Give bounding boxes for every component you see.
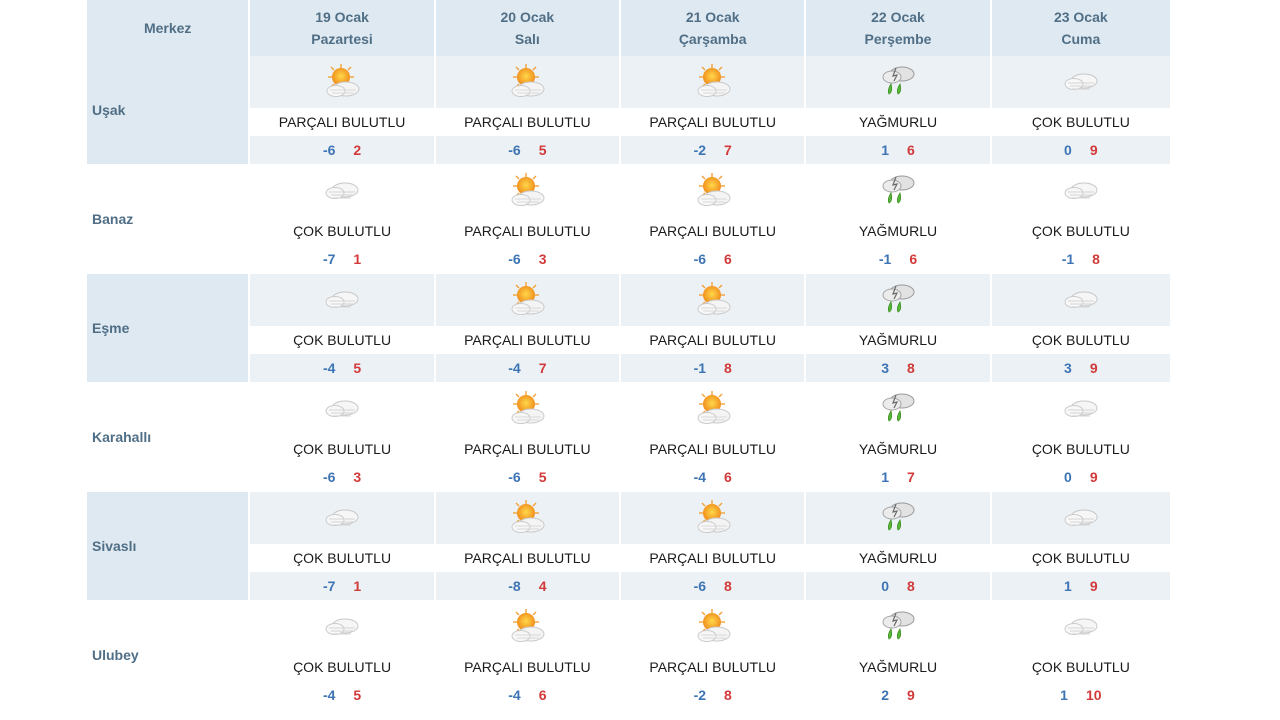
location-row [87,492,1170,600]
max-temp: 6 [724,251,732,267]
temperature-range [250,463,433,491]
min-temp: -6 [508,251,521,267]
temperature-range [250,354,433,382]
condition-label: PARÇALI BULUTLU [436,108,619,136]
temperature-range [436,136,619,164]
temperature-range [436,572,619,600]
forecast-cell [250,274,433,382]
max-temp: 9 [1089,578,1098,594]
icon-area [436,601,619,653]
temperature-range [992,136,1170,164]
icon-area [992,383,1170,435]
cloudy-icon [1059,169,1103,213]
min-temp: 1 [881,142,890,158]
max-temp: 3 [538,251,547,267]
forecast-cell [436,56,619,164]
icon-area [436,383,619,435]
icon-area [250,56,433,108]
rain-icon [876,605,920,649]
forecast-cell [621,492,804,600]
max-temp: 8 [724,360,732,376]
condition-label: PARÇALI BULUTLU [436,544,619,572]
condition-label: PARÇALI BULUTLU [621,326,804,354]
min-temp: -7 [322,578,336,594]
location-name: Uşak [87,56,248,164]
min-temp: -1 [1061,251,1075,267]
partly-cloudy-icon [505,169,549,213]
condition-label: YAĞMURLU [806,108,989,136]
rain-icon [876,169,920,213]
max-temp: 3 [353,469,362,485]
max-temp: 2 [353,142,362,158]
location-name: Eşme [87,274,248,382]
max-temp: 9 [1089,142,1098,158]
forecast-table [87,0,1170,709]
min-temp: 0 [1064,142,1072,158]
day-weekday: Perşembe [864,31,932,47]
forecast-cell [806,274,989,382]
header-corner: Merkez [87,0,248,56]
day-date: 19 Ocak [315,9,369,25]
min-temp: -1 [693,360,707,376]
day-date: 23 Ocak [1053,9,1108,25]
min-temp: -6 [693,578,707,594]
temperature-range [250,681,433,709]
icon-area [806,274,989,326]
temperature-range [806,136,989,164]
min-temp: -4 [508,687,521,703]
condition-label: PARÇALI BULUTLU [436,435,619,463]
forecast-cell [250,165,433,273]
icon-area [621,492,804,544]
max-temp: 5 [353,360,362,376]
condition-label: ÇOK BULUTLU [992,326,1170,354]
forecast-cell [621,601,804,709]
min-temp: -7 [322,251,336,267]
temperature-range [992,354,1170,382]
day-header-1 [250,0,433,56]
temperature-range [436,463,619,491]
icon-area [992,492,1170,544]
icon-area [621,383,804,435]
min-temp: 1 [1060,687,1068,703]
day-date: 20 Ocak [500,9,555,25]
max-temp: 5 [538,142,547,158]
condition-label: PARÇALI BULUTLU [621,653,804,681]
min-temp: 1 [881,469,890,485]
day-weekday: Cuma [1061,31,1101,47]
temperature-range [806,463,989,491]
min-temp: -6 [508,469,521,485]
day-header-4 [806,0,989,56]
cloudy-icon [320,387,364,431]
forecast-cell [992,383,1170,491]
icon-area [250,601,433,653]
min-temp: 2 [881,687,890,703]
condition-label: YAĞMURLU [806,544,989,572]
condition-label: ÇOK BULUTLU [992,653,1170,681]
icon-area [806,601,989,653]
temperature-range [806,681,989,709]
location-name: Karahallı [92,429,152,445]
location-name: Ulubey [92,647,139,663]
temperature-range [436,681,619,709]
condition-label: YAĞMURLU [806,653,989,681]
icon-area [992,601,1170,653]
partly-cloudy-icon [505,387,549,431]
icon-area [436,492,619,544]
icon-area [436,56,619,108]
condition-label: PARÇALI BULUTLU [621,544,804,572]
max-temp: 5 [538,469,547,485]
min-temp: -8 [508,578,521,594]
partly-cloudy-icon [691,60,735,104]
min-temp: 0 [881,578,890,594]
icon-area [250,383,433,435]
cloudy-icon [1059,387,1103,431]
forecast-cell [806,56,989,164]
icon-area [806,383,989,435]
icon-area [992,165,1170,217]
day-date: 21 Ocak [685,9,740,25]
icon-area [806,56,989,108]
temperature-range [992,681,1170,709]
forecast-cell [806,383,989,491]
forecast-cell [621,165,804,273]
forecast-cell [992,274,1170,382]
header-row [87,0,1170,56]
location-name: Sivaslı [87,492,248,600]
temperature-range [806,245,989,273]
cloudy-icon [320,605,364,649]
location-row [87,383,1170,491]
forecast-cell [436,274,619,382]
max-temp: 4 [538,578,547,594]
cloudy-icon [1059,60,1103,104]
max-temp: 6 [907,142,915,158]
forecast-cell [621,274,804,382]
partly-cloudy-icon [505,496,549,540]
max-temp: 5 [353,687,362,703]
partly-cloudy-icon [691,496,735,540]
temperature-range [992,463,1170,491]
day-date: 22 Ocak [871,9,925,25]
location-row [87,601,1170,709]
icon-area [621,165,804,217]
condition-label: ÇOK BULUTLU [992,544,1170,572]
condition-label: PARÇALI BULUTLU [621,217,804,245]
day-header-5 [992,0,1170,56]
condition-label: ÇOK BULUTLU [250,326,433,354]
icon-area [806,492,989,544]
temperature-range [250,245,433,273]
partly-cloudy-icon [505,605,549,649]
min-temp: -4 [322,687,336,703]
max-temp: 8 [907,578,915,594]
partly-cloudy-icon [505,278,549,322]
icon-area [992,274,1170,326]
max-temp: 8 [724,687,732,703]
max-temp: 8 [907,360,915,376]
forecast-cell [436,601,619,709]
min-temp: -2 [693,687,707,703]
min-temp: -2 [693,142,707,158]
forecast-cell [250,383,433,491]
condition-label: ÇOK BULUTLU [992,435,1170,463]
max-temp: 6 [909,251,918,267]
max-temp: 9 [1089,360,1098,376]
icon-area [992,56,1170,108]
rain-icon [876,496,920,540]
partly-cloudy-icon [691,169,735,213]
day-header-3 [621,0,804,56]
icon-area [436,165,619,217]
condition-label: ÇOK BULUTLU [250,217,433,245]
forecast-cell [806,492,989,600]
condition-label: PARÇALI BULUTLU [250,108,433,136]
condition-label: ÇOK BULUTLU [992,217,1170,245]
cloudy-icon [320,278,364,322]
partly-cloudy-icon [320,60,364,104]
location-row [87,56,1170,164]
icon-area [250,274,433,326]
partly-cloudy-icon [691,387,735,431]
max-temp: 7 [724,142,732,158]
partly-cloudy-icon [691,605,735,649]
min-temp: -6 [322,142,336,158]
icon-area [436,274,619,326]
temperature-range [621,572,804,600]
cloudy-icon [1059,605,1103,649]
rain-icon [876,60,920,104]
forecast-cell [992,56,1170,164]
min-temp: 1 [1064,578,1072,594]
temperature-range [992,245,1170,273]
max-temp: 9 [1089,469,1098,485]
location-row [87,274,1170,382]
condition-label: ÇOK BULUTLU [250,544,433,572]
day-weekday: Salı [514,31,540,47]
max-temp: 10 [1085,687,1102,703]
temperature-range [621,463,804,491]
min-temp: -4 [322,360,336,376]
max-temp: 6 [724,469,732,485]
forecast-cell [436,383,619,491]
forecast-cell [806,601,989,709]
min-temp: -4 [693,469,707,485]
condition-label: ÇOK BULUTLU [992,108,1170,136]
condition-label: PARÇALI BULUTLU [621,108,804,136]
min-temp: 3 [1064,360,1072,376]
forecast-cell [621,56,804,164]
max-temp: 1 [353,578,362,594]
partly-cloudy-icon [505,60,549,104]
cloudy-icon [320,169,364,213]
max-temp: 6 [538,687,547,703]
condition-label: PARÇALI BULUTLU [436,326,619,354]
condition-label: ÇOK BULUTLU [250,435,433,463]
max-temp: 8 [724,578,732,594]
rain-icon [876,278,920,322]
min-temp: -6 [693,251,707,267]
min-temp: -6 [508,142,521,158]
temperature-range [621,681,804,709]
temperature-range [436,354,619,382]
min-temp: -4 [508,360,521,376]
max-temp: 1 [353,251,362,267]
temperature-range [621,136,804,164]
condition-label: PARÇALI BULUTLU [436,653,619,681]
condition-label: YAĞMURLU [806,435,989,463]
min-temp: 0 [1064,469,1072,485]
condition-label: ÇOK BULUTLU [250,653,433,681]
temperature-range [806,572,989,600]
max-temp: 7 [538,360,547,376]
temperature-range [806,354,989,382]
temperature-range [436,245,619,273]
icon-area [621,601,804,653]
icon-area [806,165,989,217]
rain-icon [876,387,920,431]
min-temp: -6 [322,469,336,485]
condition-label: PARÇALI BULUTLU [621,435,804,463]
condition-label: YAĞMURLU [806,217,989,245]
icon-area [621,56,804,108]
forecast-cell [250,492,433,600]
max-temp: 9 [907,687,915,703]
temperature-range [250,572,433,600]
location-name: Banaz [92,211,134,227]
forecast-cell [992,492,1170,600]
location-rows [87,56,1170,709]
partly-cloudy-icon [691,278,735,322]
forecast-cell [992,601,1170,709]
day-header-2 [436,0,619,56]
forecast-cell [250,56,433,164]
temperature-range [992,572,1170,600]
max-temp: 7 [907,469,915,485]
cloudy-icon [1059,278,1103,322]
temperature-range [250,136,433,164]
min-temp: -1 [878,251,892,267]
cloudy-icon [1059,496,1103,540]
max-temp: 8 [1092,251,1100,267]
icon-area [621,274,804,326]
day-weekday: Çarşamba [678,31,747,47]
forecast-cell [250,601,433,709]
day-weekday: Pazartesi [311,31,373,47]
cloudy-icon [320,496,364,540]
forecast-cell [436,492,619,600]
location-row [87,165,1170,273]
min-temp: 3 [881,360,890,376]
forecast-cell [621,383,804,491]
icon-area [250,492,433,544]
temperature-range [621,245,804,273]
forecast-cell [436,165,619,273]
forecast-cell [992,165,1170,273]
icon-area [250,165,433,217]
temperature-range [621,354,804,382]
condition-label: YAĞMURLU [806,326,989,354]
condition-label: PARÇALI BULUTLU [436,217,619,245]
forecast-cell [806,165,989,273]
